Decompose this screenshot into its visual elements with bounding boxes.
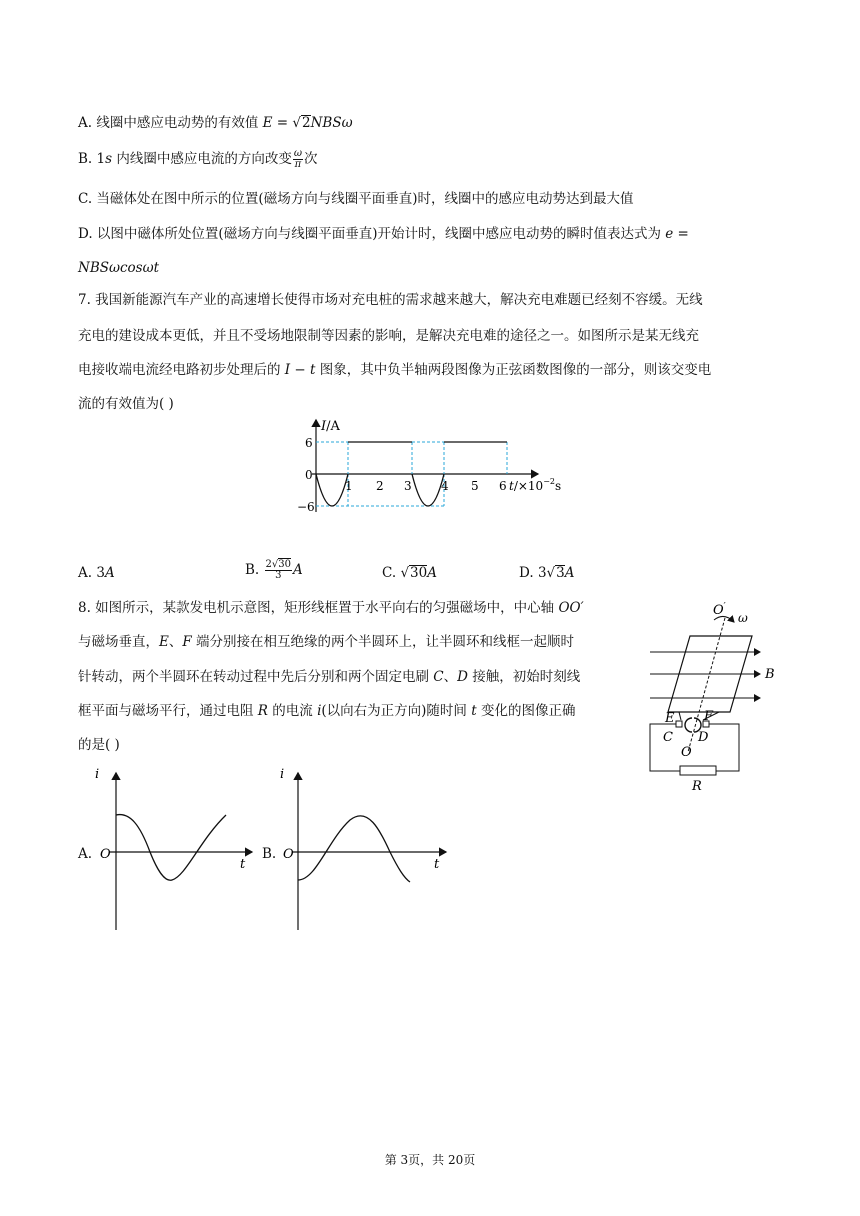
svg-text:C: C [663,730,673,745]
q8-graph-b-curve [298,816,410,882]
q8-graph-a-curve [116,815,226,881]
q8-graph-b [272,765,452,935]
svg-text:t: t [434,857,440,872]
circuit-wire-right [709,724,739,771]
q7-ytick-pos: 6 [305,436,313,450]
svg-text:i: i [280,767,285,782]
q7-option-c: C. √30A [382,565,437,581]
q8-graph-a-label: A. [78,846,93,862]
q7-line2: 充电的建设成本更低，并且不受场地限制等因素的影响，是解决充电难的途径之一。如图所示是某无线充 [78,328,699,344]
q6-option-d-line1: D. 以图中磁体所处位置(磁场方向与线圈平面垂直)开始计时，线圈中感应电动势的瞬时值表达式为 e = [78,226,689,242]
svg-text:i: i [95,767,100,782]
q8-generator-diagram [640,600,790,794]
svg-text:R: R [692,779,702,794]
q7-line4: 流的有效值为( ) [78,396,174,412]
brush-c [676,721,682,727]
svg-text:ω: ω [738,611,748,625]
fraction-omega-pi: $\frac{\omega}{\pi}$ [293,148,302,170]
page-footer: 第 3页，共 20页 [384,1153,476,1167]
q7-ytick-neg: −6 [297,500,315,514]
half-ring-left [685,718,692,732]
svg-text:O′: O′ [713,602,726,618]
q7-line3: 电接收端电流经电路初步处理后的 I − t 图象，其中负半轴两段图像为正弦函数图像的一部分，则该交变电 [78,362,712,378]
q7-xtick-2: 2 [376,479,384,493]
q7-line1: 7. 我国新能源汽车产业的高速增长使得市场对充电桩的需求越来越大，解决充电难题已经刻不容缓。无线 [78,292,703,308]
resistor-r [680,766,716,775]
q7-sine-segment-2 [412,474,444,506]
q7-xtick-4: 4 [441,479,449,493]
q6-option-c: C. 当磁体处在图中所示的位置(磁场方向与线圈平面垂直)时，线圈中的感应电动势达到最大值 [78,191,634,207]
q8-graph-a [90,765,260,935]
q8-line4: 框平面与磁场平行，通过电阻 R 的电流 i(以向右为正方向)随时间 t 变化的图像正确 [78,703,576,719]
svg-text:E: E [665,711,675,726]
q7-xtick-1: 1 [345,479,353,493]
q8-line5: 的是( ) [78,737,120,753]
svg-text:O: O [283,847,294,862]
svg-text:O: O [681,745,692,760]
q7-option-a: A. 3A [78,565,115,581]
q7-current-graph [297,415,600,525]
q7-xtick-5: 5 [471,479,479,493]
q7-option-b: B. $\frac{2√30}{3}$ A [245,559,303,581]
q7-xtick-6: 6 [499,479,507,493]
q7-xtick-3: 3 [404,479,412,493]
q7-ylabel: I/A [321,419,340,434]
q8-line1: 8. 如图所示，某款发电机示意图，矩形线框置于水平向右的匀强磁场中，中心轴 OO′ [78,600,584,616]
q8-line3: 针转动，两个半圆环在转动过程中先后分别和两个固定电刷 C、D 接触，初始时刻线 [78,669,581,685]
q7-xlabel: $t/\times 10^{-2}s$ [509,477,562,493]
q6-option-a: A. 线圈中感应电动势的有效值 E = √2NBSω [78,115,353,131]
q7-origin: 0 [305,468,313,482]
q7-sine-segment-1 [316,474,348,506]
svg-text:D: D [698,730,709,745]
q8-line2: 与磁场垂直，E、F 端分别接在相互绝缘的两个半圆环上，让半圆环和线框一起顺时 [78,634,575,650]
q6-option-d-line2: NBSωcosωt [78,260,160,276]
q8-graph-b-label: B. [262,846,277,862]
svg-text:B: B [765,667,775,682]
svg-text:F: F [704,709,714,724]
svg-text:O: O [100,847,111,862]
q6-option-b: B. 1s 内线圈中感应电流的方向改变 $\frac{\omega}{\pi}$ 次 [78,148,318,170]
q7-option-d: D. 3√3A [519,565,575,581]
svg-text:t: t [240,857,246,872]
